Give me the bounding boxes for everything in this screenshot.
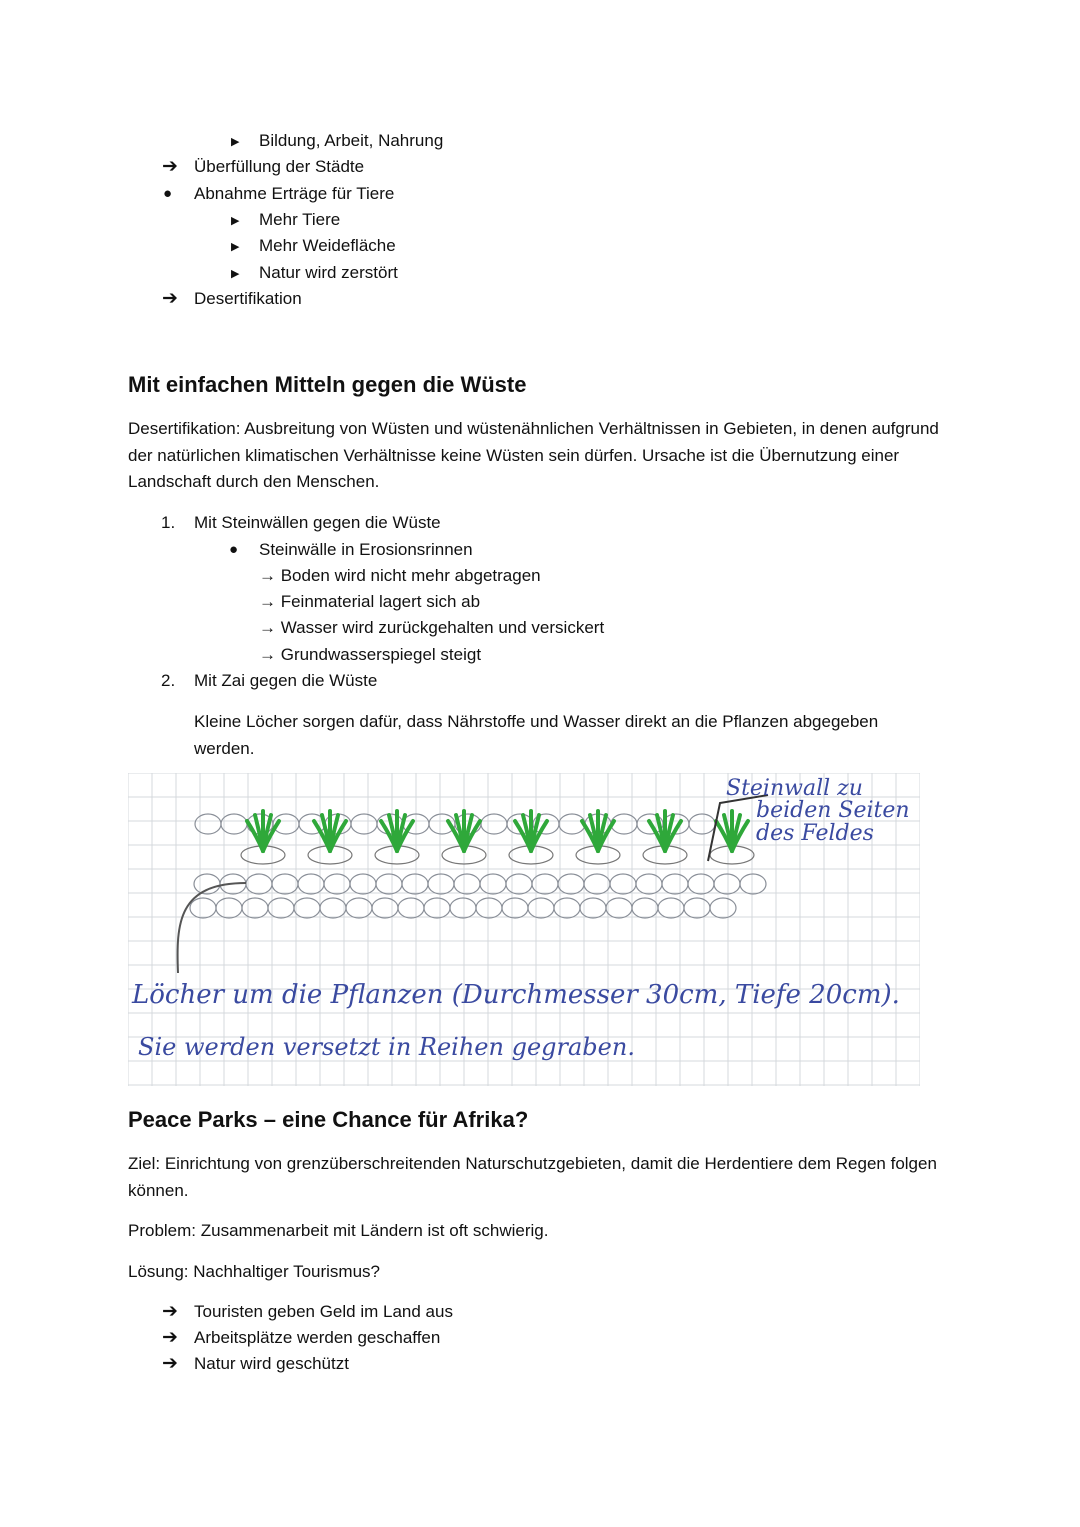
stone (195, 814, 221, 834)
stone (480, 874, 506, 894)
stone (351, 814, 377, 834)
stone (559, 814, 585, 834)
stone (554, 898, 580, 918)
stone (528, 898, 554, 918)
list-item: Mit Zai gegen die Wüste (194, 671, 378, 690)
stone (506, 874, 532, 894)
list-item: Mehr Weidefläche (259, 236, 396, 255)
definition-paragraph: Desertifikation: Ausbreitung von Wüsten und wüstenähnlichen Verhältnissen in Gebieten, in denen aufgrund der natürlichen klimatischen Verhältnisse keine Wüsten sein dürfen. Ursache ist die Übernutzung einer Landschaft durch den Menschen. (128, 419, 939, 491)
stone (216, 898, 242, 918)
stone (476, 898, 502, 918)
stone (689, 814, 715, 834)
list-item: Arbeitsplätze werden geschaffen (194, 1328, 441, 1347)
drawing-label: beiden Seiten (756, 798, 910, 823)
list-item: Natur wird geschützt (194, 1354, 349, 1373)
bracket-line (178, 883, 246, 973)
plant-row (241, 811, 754, 864)
stone (584, 874, 610, 894)
stone (294, 898, 320, 918)
drawing-label: des Feldes (756, 821, 874, 846)
effect-line: → Boden wird nicht mehr abgetragen (259, 566, 541, 585)
stone (662, 874, 688, 894)
triangle-right-icon: ▶ (231, 241, 240, 253)
plant (509, 811, 553, 864)
zai-description: Kleine Löcher sorgen dafür, dass Nährstoffe und Wasser direkt an die Pflanzen abgegeben werden. (194, 712, 879, 758)
stone (684, 898, 710, 918)
stone (611, 814, 637, 834)
arrow-right-icon: ➔ (162, 1353, 178, 1374)
stone (558, 874, 584, 894)
effect-line: → Grundwasserspiegel steigt (259, 645, 482, 664)
solution-text: Lösung: Nachhaltiger Tourismus? (128, 1262, 380, 1281)
arrow-right-icon: ➔ (162, 156, 178, 177)
stone (454, 874, 480, 894)
plant (375, 811, 419, 864)
drawing-caption: Löcher um die Pflanzen (Durchmesser 30cm, Tiefe 20cm). (132, 980, 900, 1010)
effect-line: → Wasser wird zurückgehalten und versickert (259, 618, 605, 637)
stone (246, 874, 272, 894)
effect-line: → Feinmaterial lagert sich ab (259, 592, 481, 611)
stone (272, 874, 298, 894)
stone (714, 874, 740, 894)
stone (502, 898, 528, 918)
bullet-dot-icon: ● (163, 185, 173, 202)
drawing-label: Steinwall zu (726, 776, 863, 801)
list-item: Steinwälle in Erosionsrinnen (259, 540, 473, 559)
goal-paragraph: Ziel: Einrichtung von grenzüberschreitenden Naturschutzgebieten, damit die Herdentiere dem Regen folgen können. (128, 1154, 937, 1200)
list-item: Mit Steinwällen gegen die Wüste (194, 513, 441, 532)
stone (632, 898, 658, 918)
list-item: Abnahme Erträge für Tiere (194, 184, 395, 203)
stone (636, 874, 662, 894)
section-heading: Mit einfachen Mitteln gegen die Wüste (128, 372, 527, 397)
stone (398, 898, 424, 918)
stone (688, 874, 714, 894)
bullet-dot-icon: ● (229, 541, 239, 558)
stone (376, 874, 402, 894)
drawing-caption: Sie werden versetzt in Reihen gegraben. (138, 1033, 635, 1061)
arrow-right-icon: ➔ (162, 1327, 178, 1348)
stone (428, 874, 454, 894)
stone (710, 898, 736, 918)
stone (350, 874, 376, 894)
list-item: Bildung, Arbeit, Nahrung (259, 131, 444, 150)
stone (221, 814, 247, 834)
stone (606, 898, 632, 918)
arrow-right-icon: ➔ (162, 288, 178, 309)
stone (740, 874, 766, 894)
stone (190, 898, 216, 918)
list-item: Natur wird zerstört (259, 263, 398, 282)
stone (481, 814, 507, 834)
stone (424, 898, 450, 918)
list-number: 1. (161, 513, 176, 532)
triangle-right-icon: ▶ (231, 215, 240, 227)
problem-text: Problem: Zusammenarbeit mit Ländern ist oft schwierig. (128, 1221, 549, 1240)
stone (242, 898, 268, 918)
section-heading: Peace Parks – eine Chance für Afrika? (128, 1107, 529, 1132)
zai-field-drawing (128, 773, 920, 1086)
stone (324, 874, 350, 894)
list-item: Überfüllung der Städte (194, 157, 365, 176)
stone (320, 898, 346, 918)
list-item: Mehr Tiere (259, 210, 341, 229)
stone (402, 874, 428, 894)
list-item: Touristen geben Geld im Land aus (194, 1302, 453, 1321)
triangle-right-icon: ▶ (231, 136, 240, 148)
stone (372, 898, 398, 918)
triangle-right-icon: ▶ (231, 268, 240, 280)
list-number: 2. (161, 671, 176, 690)
plant (308, 811, 352, 864)
stone (450, 898, 476, 918)
arrow-right-icon: ➔ (162, 1301, 178, 1322)
list-item: Desertifikation (194, 289, 302, 308)
